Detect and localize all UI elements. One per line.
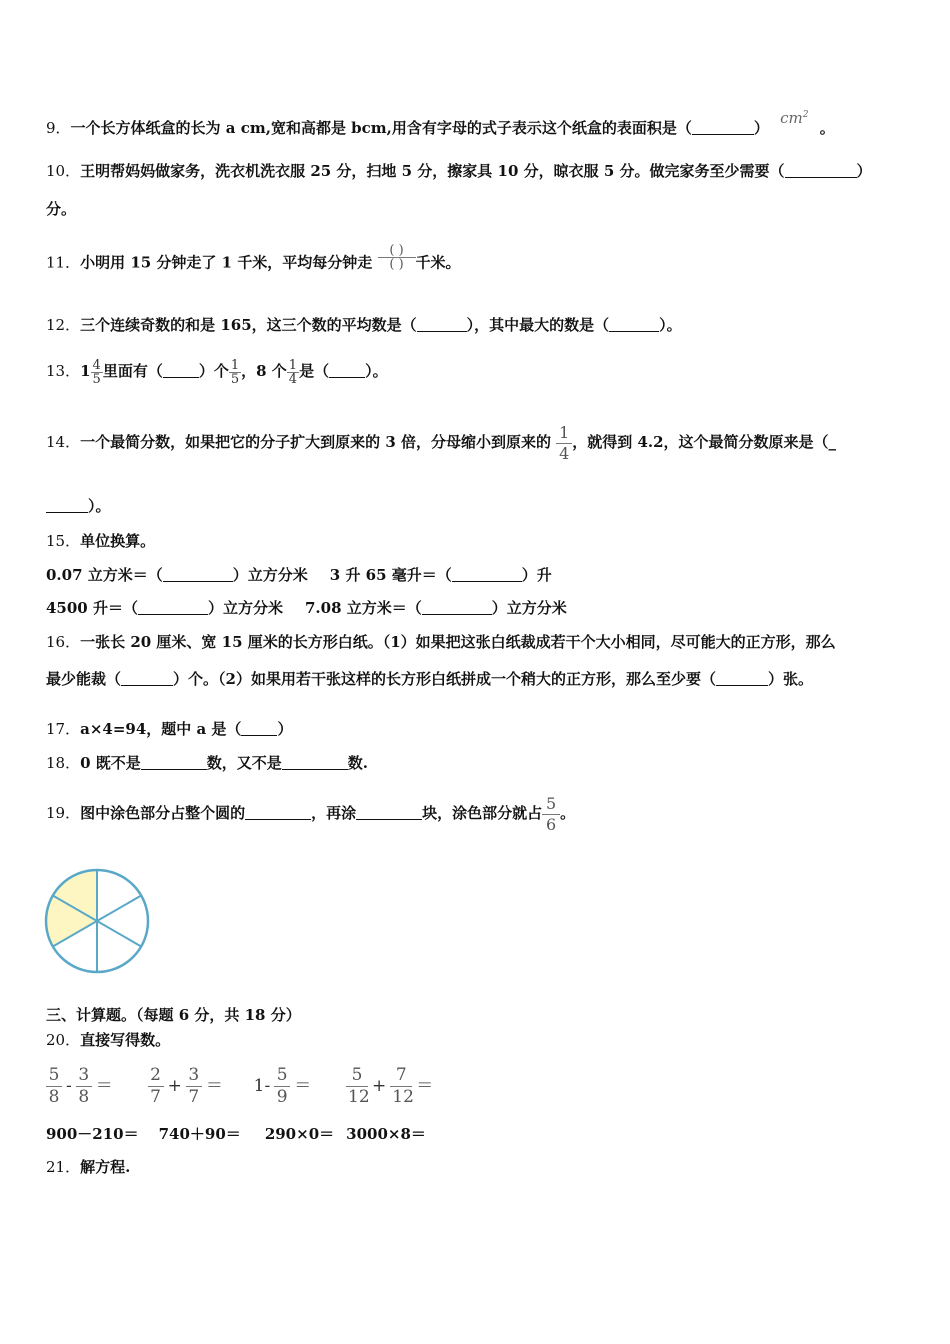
fraction-blank[interactable] (378, 244, 416, 271)
fraction (148, 1065, 164, 1108)
question-title: 解方程. (80, 1158, 131, 1176)
denominator: 5 (92, 371, 101, 387)
answer-blank[interactable] (282, 755, 348, 770)
question-text: 数. (347, 754, 369, 772)
question-text: a×4=94，题中 a 是（ (80, 720, 242, 738)
equals-sign: ＝ (416, 1076, 434, 1096)
question-16 (46, 632, 836, 652)
question-number: 13． (46, 362, 81, 380)
denominator: 5 (230, 371, 240, 387)
question-10-cont (46, 199, 76, 219)
question-number: 17． (46, 720, 81, 738)
question-17 (46, 719, 292, 739)
fraction (76, 1065, 92, 1108)
question-text: 数，又不是 (206, 754, 282, 772)
question-text: 小明用 15 分钟走了 1 千米，平均每分钟走 (80, 253, 373, 272)
conversion-text: ）立方分米 (207, 599, 283, 617)
question-text: ）个。（2）如果用若干张这样的长方形白纸拼成一个稍大的正方形，那么至少要（ (173, 670, 716, 688)
integer-expressions (46, 1124, 426, 1144)
question-14-cont (46, 496, 111, 516)
question-21 (46, 1157, 130, 1177)
question-text: 一个最简分数，如果把它的分子扩大到原来的 3 倍，分母缩小到原来的 (80, 433, 551, 451)
fraction (274, 1065, 290, 1108)
fraction (542, 794, 560, 835)
calc-expression: 3000×8＝ (346, 1125, 426, 1143)
denominator: 8 (46, 1086, 62, 1108)
radius-line (97, 921, 141, 947)
question-text: ） (277, 720, 293, 738)
calc-expression: 290×0＝ (264, 1125, 335, 1143)
question-text: 三个连续奇数的和是 165，这三个数的平均数是（ (80, 316, 417, 334)
unit-cm2 (780, 109, 808, 127)
numerator: 5 (351, 1065, 363, 1085)
question-12 (46, 315, 682, 335)
question-number: 15． (46, 532, 81, 550)
section-3-title (46, 1005, 301, 1025)
question-number: 21． (46, 1158, 81, 1176)
question-text: ，8 个 (241, 362, 287, 380)
answer-blank[interactable] (163, 363, 199, 378)
answer-blank[interactable] (785, 163, 857, 178)
question-18 (46, 753, 368, 773)
fraction-expressions (46, 1064, 437, 1108)
denominator: 7 (148, 1086, 164, 1108)
fraction (229, 359, 241, 386)
answer-blank[interactable] (46, 498, 88, 513)
answer-blank[interactable] (245, 805, 311, 820)
denominator: 7 (186, 1086, 202, 1108)
question-text: ，就得到 4.2，这个最简分数原来是（_ (572, 433, 837, 451)
question-text: 王明帮妈妈做家务，洗衣机洗衣服 25 分，扫地 5 分，擦家具 10 分，晾衣服 5 分。做完家务至少需要（ (80, 162, 785, 180)
question-text: 最少能裁（ (46, 670, 122, 688)
one-minus: 1- (253, 1076, 271, 1096)
paren-close: ） (753, 119, 769, 137)
numerator: 3 (78, 1065, 90, 1085)
fraction (346, 1065, 368, 1108)
question-text: 块，涂色部分就占 (422, 804, 543, 822)
question-11 (46, 243, 461, 277)
conversion-row-2 (46, 598, 567, 618)
fraction (556, 423, 572, 464)
question-text: ），其中最大的数是（ (466, 316, 610, 334)
numerator: 5 (546, 793, 557, 813)
question-number: 14． (46, 433, 81, 451)
conversion-text: 7.08 立方米＝（ (305, 599, 422, 617)
equals-sign: ＝ (294, 1076, 312, 1096)
question-13 (46, 354, 388, 388)
denominator: 4 (556, 443, 572, 464)
conversion-text: 3 升 65 毫升＝（ (329, 566, 452, 584)
question-text: 。 (560, 804, 576, 822)
unit-sup: 2 (802, 110, 809, 120)
question-number: 9． (46, 119, 71, 137)
plus-operator: + (167, 1076, 182, 1096)
question-10 (46, 161, 872, 181)
answer-blank[interactable] (609, 317, 659, 332)
question-text: ）张。 (767, 670, 813, 688)
numerator: 7 (395, 1065, 407, 1085)
question-text: ）个 (198, 362, 229, 380)
denominator: 8 (76, 1086, 92, 1108)
answer-blank[interactable] (422, 600, 492, 615)
question-number: 18． (46, 754, 81, 772)
numerator: 1 (230, 357, 240, 373)
numerator: 1 (559, 422, 570, 442)
numerator: 3 (188, 1065, 200, 1085)
equals-sign: ＝ (205, 1076, 223, 1096)
question-number: 19． (46, 804, 81, 822)
fraction (390, 1065, 412, 1108)
denominator: 6 (542, 814, 560, 835)
conversion-text: 4500 升＝（ (46, 599, 138, 617)
denominator: 9 (274, 1086, 290, 1108)
answer-blank[interactable] (241, 721, 277, 736)
fraction (91, 359, 103, 386)
question-text: 图中涂色部分占整个圆的 (80, 804, 246, 822)
question-text: 里面有（ (102, 362, 163, 380)
question-text: ）。 (365, 362, 388, 380)
question-text: 分。 (46, 200, 77, 218)
conversion-text: ）升 (521, 566, 552, 584)
question-text: 一张长 20 厘米、宽 15 厘米的长方形白纸。（1）如果把这张白纸裁成若干个大小相同，尽可能大的正方形，那么 (80, 633, 836, 651)
denominator: 12 (392, 1087, 414, 1107)
question-number: 11． (46, 253, 81, 272)
answer-blank[interactable] (692, 120, 754, 135)
question-number: 10． (46, 162, 81, 180)
conversion-row-1 (46, 565, 552, 585)
fraction (186, 1065, 202, 1108)
question-text: 0 既不是 (80, 754, 141, 772)
answer-blank[interactable] (138, 600, 208, 615)
answer-blank[interactable] (356, 805, 422, 820)
radius-line (97, 896, 141, 922)
section-title: 三、计算题。（每题 6 分，共 18 分） (46, 1006, 301, 1024)
unit-text: cm (780, 109, 803, 127)
conversion-text: 0.07 立方米＝（ (46, 566, 163, 584)
answer-blank[interactable] (121, 671, 173, 686)
paren-close: ） (856, 162, 872, 180)
question-text: 是（ (299, 362, 330, 380)
plus-operator: + (372, 1076, 387, 1096)
answer-blank[interactable] (163, 567, 233, 582)
question-text: ）。 (659, 316, 682, 334)
answer-blank[interactable] (417, 317, 467, 332)
numerator: 1 (288, 357, 298, 373)
question-text: 千米。 (415, 253, 461, 272)
question-15 (46, 531, 155, 551)
question-text: 一个长方体纸盒的长为 a cm,宽和高都是 bcm,用含有字母的式子表示这个纸盒的表面积是（ (70, 119, 692, 137)
numerator: ( ) (389, 243, 404, 258)
question-number: 16． (46, 633, 81, 651)
mixed-whole: 1 (80, 362, 91, 380)
period: 。 (819, 119, 835, 137)
question-text: ）。 (88, 497, 111, 515)
numerator: 5 (276, 1065, 288, 1085)
answer-blank[interactable] (141, 755, 207, 770)
answer-blank[interactable] (452, 567, 522, 582)
fraction (46, 1065, 62, 1108)
circle-diagram (44, 868, 150, 974)
denominator: 12 (348, 1087, 370, 1107)
conversion-text: ）立方分米 (491, 599, 567, 617)
question-14 (46, 418, 836, 466)
question-title: 直接写得数。 (80, 1031, 171, 1049)
question-text: ，再涂 (311, 804, 357, 822)
conversion-text: ）立方分米 (232, 566, 308, 584)
question-16-cont (46, 669, 813, 689)
equals-sign: ＝ (95, 1076, 113, 1096)
denominator: 4 (288, 371, 298, 387)
question-9 (46, 109, 835, 138)
answer-blank[interactable] (716, 671, 768, 686)
numerator: 5 (48, 1065, 60, 1085)
question-20 (46, 1030, 170, 1050)
denominator: ( ) (378, 257, 416, 271)
question-number: 12． (46, 316, 81, 334)
calc-expression: 900－210＝ (46, 1125, 139, 1143)
minus-operator: - (66, 1076, 72, 1096)
numerator: 4 (92, 357, 101, 373)
fraction (287, 359, 299, 386)
answer-blank[interactable] (329, 363, 365, 378)
question-number: 20． (46, 1031, 81, 1049)
numerator: 2 (150, 1065, 161, 1085)
calc-expression: 740＋90＝ (158, 1125, 241, 1143)
question-title: 单位换算。 (80, 532, 156, 550)
question-19 (46, 790, 575, 836)
